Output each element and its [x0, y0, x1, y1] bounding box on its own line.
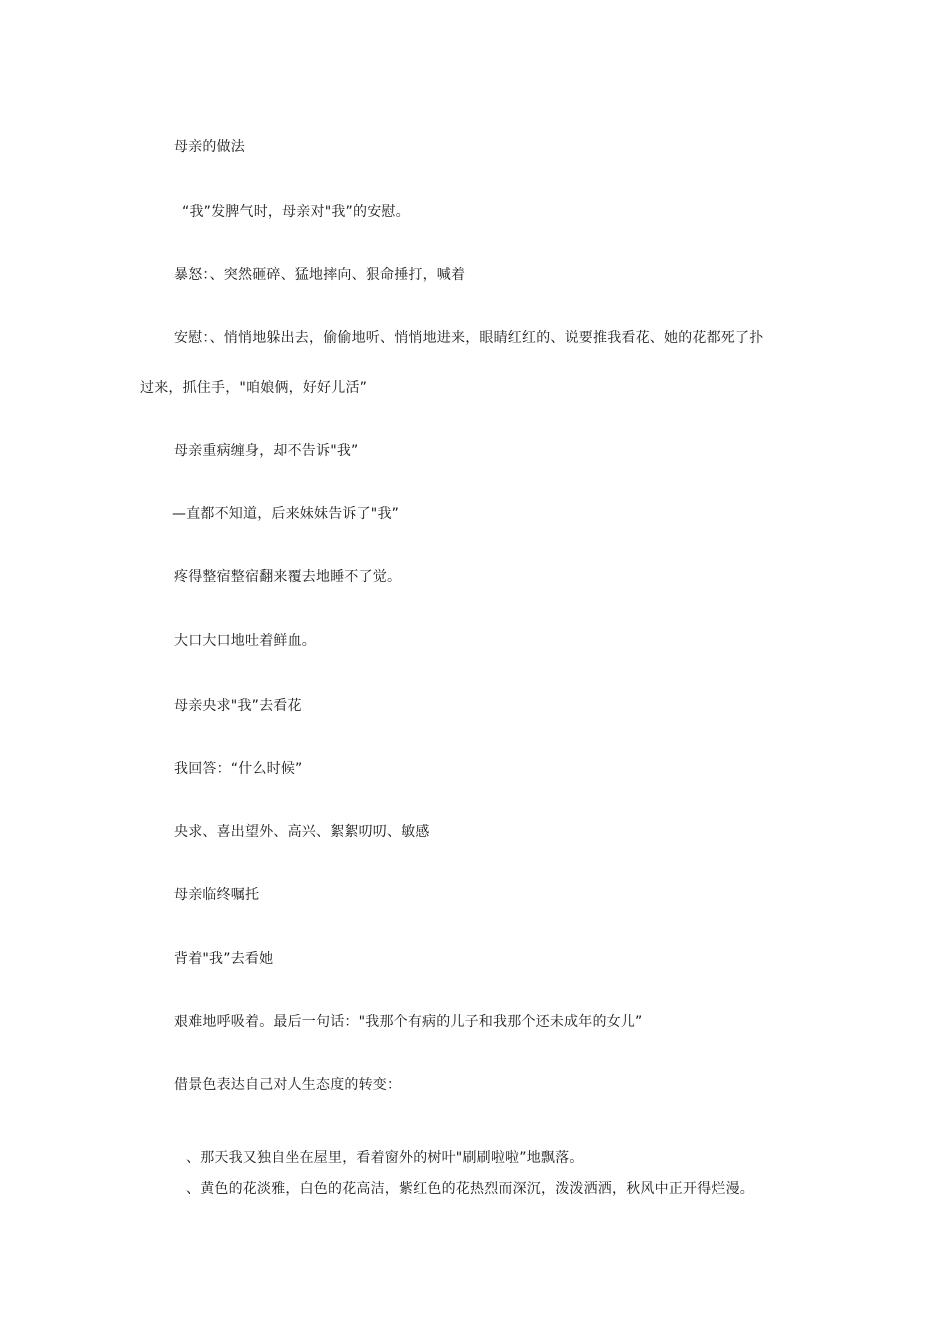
text-line: “我”发脾气时，母亲对"我”的安慰。 [182, 204, 410, 220]
text-line: 大口大口地吐着鲜血。 [174, 633, 316, 649]
text-line: 、黄色的花淡雅，白色的花高洁，紫红色的花热烈而深沉，泼泼洒洒，秋风中正开得烂漫。 [186, 1181, 754, 1197]
section-heading-last-words: 母亲临终嘱托 [174, 887, 260, 903]
text-line: 背着"我”去看她 [174, 951, 274, 967]
text-line: 疼得整宿整宿翻来覆去地睡不了觉。 [174, 569, 402, 585]
section-heading-illness: 母亲重病缠身，却不告诉"我” [174, 443, 359, 459]
section-heading-plead: 母亲央求"我”去看花 [174, 698, 302, 714]
text-line: 我回答：“什么时候” [174, 761, 303, 777]
text-line: 央求、喜出望外、高兴、絮絮叨叨、敏感 [174, 824, 430, 840]
text-line: 艰难地呼吸着。最后一句话："我那个有病的儿子和我那个还未成年的女儿” [174, 1014, 643, 1030]
text-line: 、那天我又独自坐在屋里，看着窗外的树叶"刷刷啦啦”地飘落。 [186, 1150, 584, 1166]
text-line: 暴怒：、突然砸碎、猛地摔向、狠命捶打，喊着 [174, 267, 466, 283]
text-line: 过来，抓住手，"咱娘俩，好好儿活” [140, 380, 368, 396]
text-line: —直都不知道，后来妹妹告诉了"我” [172, 506, 400, 522]
section-heading-mother-approach: 母亲的做法 [174, 139, 245, 155]
text-line: 安慰：、悄悄地躲出去，偷偷地听、悄悄地进来，眼睛红红的、说要推我看花、她的花都死了扑 [174, 330, 764, 346]
section-heading-scenery: 借景色表达自己对人生态度的转变： [174, 1077, 402, 1093]
